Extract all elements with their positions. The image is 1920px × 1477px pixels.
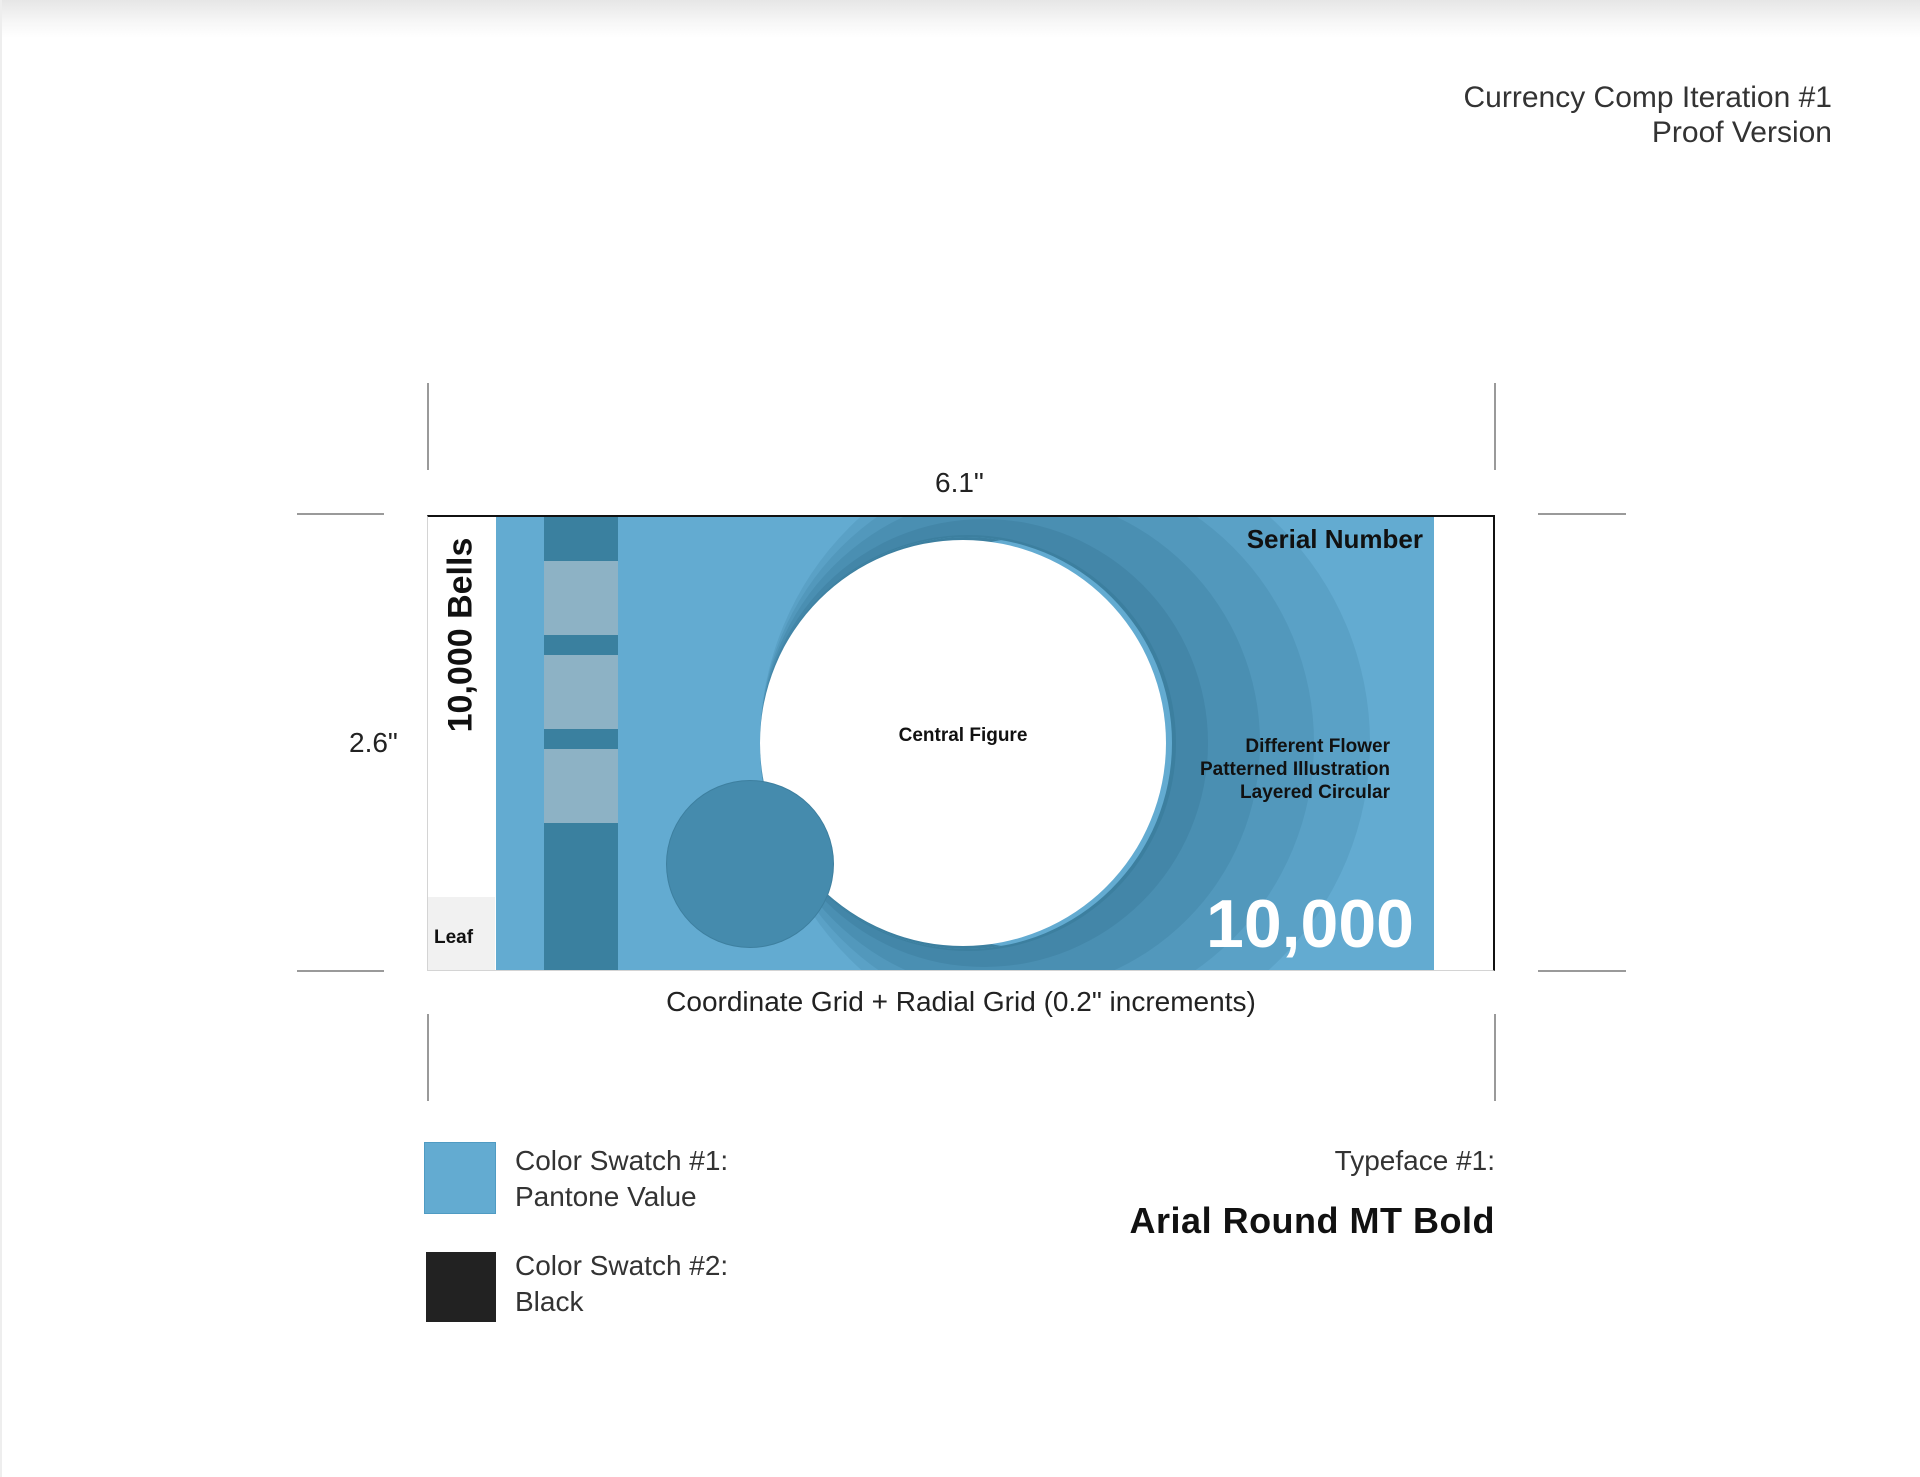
stripe-band: [544, 823, 618, 971]
blue-field: [496, 515, 1434, 971]
header-subtitle: Proof Version: [1651, 116, 1832, 149]
typeface-sample: Arial Round MT Bold: [1129, 1200, 1495, 1241]
crop-mark-right-top: [1538, 513, 1626, 515]
crop-mark-top-left: [427, 383, 429, 470]
crop-mark-left-top: [297, 513, 384, 515]
header-title: Currency Comp Iteration #1: [1463, 81, 1832, 114]
flower-note-line: Different Flower: [1245, 736, 1390, 757]
stripe-band: [544, 655, 618, 729]
flower-note-line: Layered Circular: [1240, 782, 1390, 803]
height-dimension: 2.6": [349, 727, 398, 758]
typeface-label: Typeface #1:: [1334, 1145, 1495, 1176]
swatch-1-value: Pantone Value: [515, 1181, 697, 1212]
central-figure-label: Central Figure: [898, 725, 1028, 746]
flower-note: [1200, 735, 1390, 804]
grid-caption: Coordinate Grid + Radial Grid (0.2" increments): [666, 986, 1256, 1017]
vertical-denomination: 10,000 Bells: [441, 537, 480, 733]
crop-mark-right-bottom: [1538, 970, 1626, 972]
crop-mark-top-right: [1494, 383, 1496, 470]
top-shadow: [0, 0, 1920, 38]
serial-number: Serial Number: [1246, 524, 1423, 554]
swatch-2-title: Color Swatch #2:: [515, 1250, 729, 1281]
crop-mark-left-bottom: [297, 970, 384, 972]
left-edge: [0, 0, 2, 1477]
stripe-band: [544, 635, 618, 655]
stripe-band: [544, 515, 618, 561]
width-dimension: 6.1": [935, 467, 984, 498]
stripe-band: [544, 729, 618, 749]
seal-circle: [667, 781, 833, 947]
color-swatch-black: [426, 1252, 496, 1322]
stripe-band: [544, 749, 618, 823]
crop-mark-bottom-right: [1494, 1014, 1496, 1101]
swatch-1-title: Color Swatch #1:: [515, 1145, 729, 1176]
swatch-2-value: Black: [515, 1286, 584, 1317]
big-denomination: 10,000: [1206, 886, 1414, 962]
flower-note-line: Patterned Illustration: [1199, 759, 1390, 780]
leaf-label: Leaf: [434, 927, 474, 948]
stripe-band: [544, 561, 618, 635]
banknote: [427, 515, 1495, 971]
color-swatch-blue: [425, 1143, 495, 1213]
crop-mark-bottom-left: [427, 1014, 429, 1101]
